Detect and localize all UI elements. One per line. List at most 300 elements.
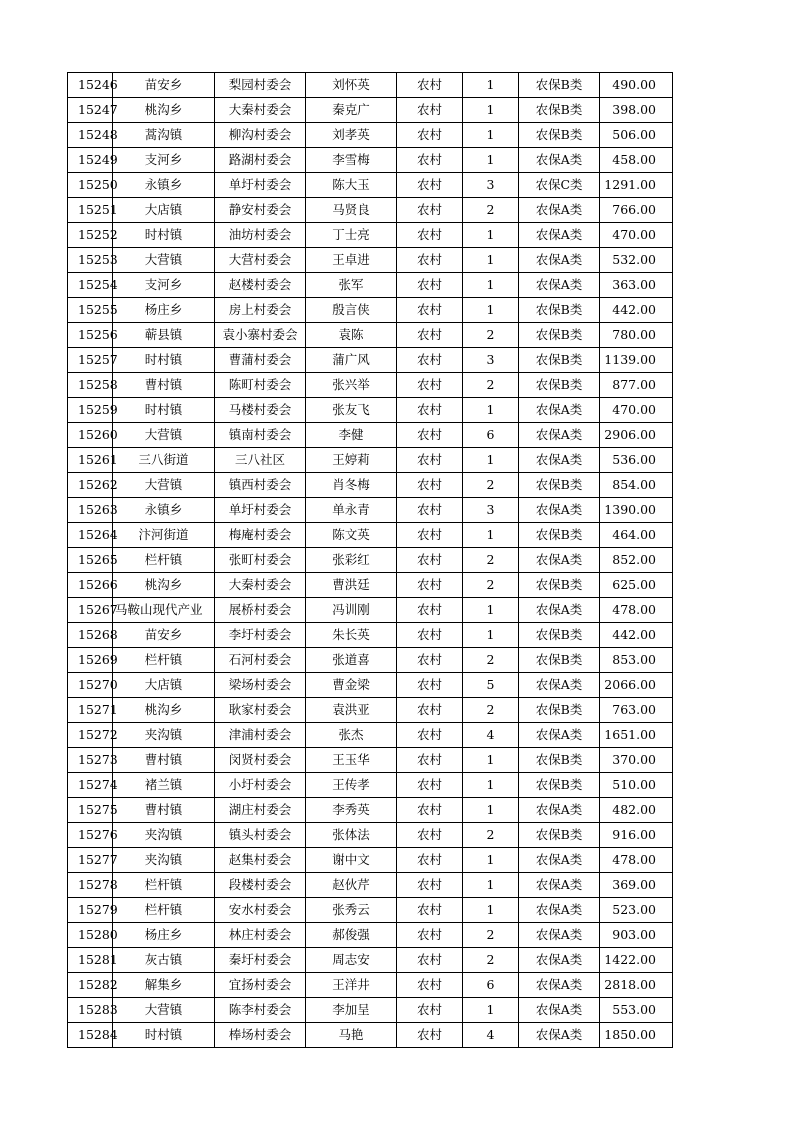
name-cell: 王传孝: [306, 773, 397, 798]
area-type-cell: 农村: [397, 673, 463, 698]
table-row: [68, 648, 673, 673]
area-type-cell: 农村: [397, 248, 463, 273]
household-count-cell: 2: [463, 323, 519, 348]
village-committee-cell: 镇头村委会: [215, 823, 306, 848]
amount-cell: 763.00: [600, 698, 673, 723]
village-committee-cell: 赵楼村委会: [215, 273, 306, 298]
village-committee-cell: 张町村委会: [215, 548, 306, 573]
insurance-class-cell: 农保B类: [519, 98, 600, 123]
area-type-cell: 农村: [397, 873, 463, 898]
town-cell: 马鞍山现代产业: [113, 598, 215, 623]
area-type-cell: 农村: [397, 923, 463, 948]
household-count-cell: 1: [463, 223, 519, 248]
town-cell: 大营镇: [113, 473, 215, 498]
household-count-cell: 1: [463, 623, 519, 648]
record-id-cell: 15281: [68, 948, 113, 973]
town-cell: 时村镇: [113, 348, 215, 373]
record-id-cell: 15263: [68, 498, 113, 523]
area-type-cell: 农村: [397, 73, 463, 98]
household-count-cell: 1: [463, 98, 519, 123]
table-row: [68, 373, 673, 398]
village-committee-cell: 小圩村委会: [215, 773, 306, 798]
name-cell: 马艳: [306, 1023, 397, 1048]
village-committee-cell: 梅庵村委会: [215, 523, 306, 548]
amount-cell: 916.00: [600, 823, 673, 848]
table-row: [68, 773, 673, 798]
village-committee-cell: 陈町村委会: [215, 373, 306, 398]
town-cell: 桃沟乡: [113, 698, 215, 723]
table-row: [68, 498, 673, 523]
household-count-cell: 2: [463, 948, 519, 973]
table-row: [68, 948, 673, 973]
insurance-class-cell: 农保B类: [519, 348, 600, 373]
town-cell: 栏杆镇: [113, 648, 215, 673]
household-count-cell: 3: [463, 348, 519, 373]
area-type-cell: 农村: [397, 98, 463, 123]
name-cell: 袁陈: [306, 323, 397, 348]
record-id-cell: 15261: [68, 448, 113, 473]
town-cell: 桃沟乡: [113, 573, 215, 598]
name-cell: 曹金梁: [306, 673, 397, 698]
area-type-cell: 农村: [397, 173, 463, 198]
village-committee-cell: 耿家村委会: [215, 698, 306, 723]
table-row: [68, 748, 673, 773]
area-type-cell: 农村: [397, 348, 463, 373]
town-cell: 支河乡: [113, 148, 215, 173]
household-count-cell: 2: [463, 198, 519, 223]
village-committee-cell: 袁小寨村委会: [215, 323, 306, 348]
amount-cell: 903.00: [600, 923, 673, 948]
name-cell: 李健: [306, 423, 397, 448]
area-type-cell: 农村: [397, 148, 463, 173]
household-count-cell: 2: [463, 823, 519, 848]
insurance-class-cell: 农保C类: [519, 173, 600, 198]
insurance-class-cell: 农保A类: [519, 873, 600, 898]
record-id-cell: 15266: [68, 573, 113, 598]
insurance-class-cell: 农保A类: [519, 798, 600, 823]
record-id-cell: 15274: [68, 773, 113, 798]
amount-cell: 852.00: [600, 548, 673, 573]
table-row: [68, 148, 673, 173]
household-count-cell: 1: [463, 523, 519, 548]
record-id-cell: 15280: [68, 923, 113, 948]
insurance-class-cell: 农保B类: [519, 298, 600, 323]
name-cell: 刘怀英: [306, 73, 397, 98]
insurance-class-cell: 农保A类: [519, 998, 600, 1023]
area-type-cell: 农村: [397, 398, 463, 423]
town-cell: 大店镇: [113, 673, 215, 698]
amount-cell: 1651.00: [600, 723, 673, 748]
town-cell: 时村镇: [113, 1023, 215, 1048]
record-id-cell: 15246: [68, 73, 113, 98]
insurance-class-cell: 农保B类: [519, 523, 600, 548]
table-row: [68, 448, 673, 473]
record-id-cell: 15270: [68, 673, 113, 698]
insurance-class-cell: 农保A类: [519, 973, 600, 998]
insurance-class-cell: 农保A类: [519, 248, 600, 273]
village-committee-cell: 林庄村委会: [215, 923, 306, 948]
amount-cell: 523.00: [600, 898, 673, 923]
table-row: [68, 98, 673, 123]
table-row: [68, 298, 673, 323]
amount-cell: 442.00: [600, 298, 673, 323]
record-id-cell: 15277: [68, 848, 113, 873]
name-cell: 张体法: [306, 823, 397, 848]
table-row: [68, 973, 673, 998]
name-cell: 秦克广: [306, 98, 397, 123]
household-count-cell: 2: [463, 473, 519, 498]
area-type-cell: 农村: [397, 373, 463, 398]
household-count-cell: 4: [463, 723, 519, 748]
amount-cell: 553.00: [600, 998, 673, 1023]
amount-cell: 877.00: [600, 373, 673, 398]
name-cell: 张兴举: [306, 373, 397, 398]
area-type-cell: 农村: [397, 1023, 463, 1048]
table-row: [68, 723, 673, 748]
table-row: [68, 323, 673, 348]
village-committee-cell: 津浦村委会: [215, 723, 306, 748]
village-committee-cell: 单圩村委会: [215, 173, 306, 198]
amount-cell: 470.00: [600, 223, 673, 248]
area-type-cell: 农村: [397, 223, 463, 248]
insurance-class-cell: 农保B类: [519, 648, 600, 673]
table-row: [68, 123, 673, 148]
village-committee-cell: 静安村委会: [215, 198, 306, 223]
amount-cell: 482.00: [600, 798, 673, 823]
town-cell: 灰古镇: [113, 948, 215, 973]
table-row: [68, 398, 673, 423]
area-type-cell: 农村: [397, 948, 463, 973]
area-type-cell: 农村: [397, 573, 463, 598]
name-cell: 蒲广风: [306, 348, 397, 373]
town-cell: 曹村镇: [113, 798, 215, 823]
household-count-cell: 2: [463, 923, 519, 948]
area-type-cell: 农村: [397, 473, 463, 498]
table-row: [68, 248, 673, 273]
record-id-cell: 15254: [68, 273, 113, 298]
village-committee-cell: 马楼村委会: [215, 398, 306, 423]
amount-cell: 536.00: [600, 448, 673, 473]
name-cell: 赵伙芹: [306, 873, 397, 898]
amount-cell: 766.00: [600, 198, 673, 223]
insurance-class-cell: 农保A类: [519, 673, 600, 698]
record-id-cell: 15276: [68, 823, 113, 848]
table-row: [68, 198, 673, 223]
record-id-cell: 15251: [68, 198, 113, 223]
insurance-class-cell: 农保B类: [519, 623, 600, 648]
insurance-class-cell: 农保A类: [519, 948, 600, 973]
household-count-cell: 1: [463, 848, 519, 873]
name-cell: 李加呈: [306, 998, 397, 1023]
record-id-cell: 15265: [68, 548, 113, 573]
insurance-class-cell: 农保B类: [519, 748, 600, 773]
town-cell: 永镇乡: [113, 173, 215, 198]
amount-cell: 1390.00: [600, 498, 673, 523]
town-cell: 永镇乡: [113, 498, 215, 523]
record-id-cell: 15250: [68, 173, 113, 198]
record-id-cell: 15278: [68, 873, 113, 898]
household-count-cell: 2: [463, 648, 519, 673]
household-count-cell: 6: [463, 423, 519, 448]
insurance-class-cell: 农保A类: [519, 848, 600, 873]
area-type-cell: 农村: [397, 748, 463, 773]
town-cell: 汴河街道: [113, 523, 215, 548]
name-cell: 李秀英: [306, 798, 397, 823]
village-committee-cell: 梨园村委会: [215, 73, 306, 98]
name-cell: 曹洪廷: [306, 573, 397, 598]
area-type-cell: 农村: [397, 998, 463, 1023]
area-type-cell: 农村: [397, 323, 463, 348]
village-committee-cell: 油坊村委会: [215, 223, 306, 248]
record-id-cell: 15260: [68, 423, 113, 448]
record-id-cell: 15259: [68, 398, 113, 423]
name-cell: 郝俊强: [306, 923, 397, 948]
name-cell: 张友飞: [306, 398, 397, 423]
village-committee-cell: 展桥村委会: [215, 598, 306, 623]
household-count-cell: 3: [463, 498, 519, 523]
table-row: [68, 223, 673, 248]
village-committee-cell: 宜扬村委会: [215, 973, 306, 998]
amount-cell: 442.00: [600, 623, 673, 648]
area-type-cell: 农村: [397, 123, 463, 148]
area-type-cell: 农村: [397, 623, 463, 648]
table-row: [68, 548, 673, 573]
area-type-cell: 农村: [397, 448, 463, 473]
table-row: [68, 798, 673, 823]
village-committee-cell: 梁场村委会: [215, 673, 306, 698]
table-row: [68, 673, 673, 698]
table-row: [68, 898, 673, 923]
insurance-class-cell: 农保A类: [519, 273, 600, 298]
town-cell: 时村镇: [113, 398, 215, 423]
area-type-cell: 农村: [397, 798, 463, 823]
village-committee-cell: 石河村委会: [215, 648, 306, 673]
area-type-cell: 农村: [397, 973, 463, 998]
area-type-cell: 农村: [397, 273, 463, 298]
area-type-cell: 农村: [397, 198, 463, 223]
town-cell: 栏杆镇: [113, 898, 215, 923]
village-committee-cell: 路湖村委会: [215, 148, 306, 173]
village-committee-cell: 赵集村委会: [215, 848, 306, 873]
insurance-class-cell: 农保B类: [519, 698, 600, 723]
amount-cell: 398.00: [600, 98, 673, 123]
name-cell: 朱长英: [306, 623, 397, 648]
town-cell: 苗安乡: [113, 73, 215, 98]
area-type-cell: 农村: [397, 898, 463, 923]
village-committee-cell: 大营村委会: [215, 248, 306, 273]
village-committee-cell: 曹蒲村委会: [215, 348, 306, 373]
amount-cell: 1422.00: [600, 948, 673, 973]
table-row: [68, 73, 673, 98]
table-row: [68, 173, 673, 198]
village-committee-cell: 陈李村委会: [215, 998, 306, 1023]
amount-cell: 490.00: [600, 73, 673, 98]
household-count-cell: 1: [463, 898, 519, 923]
name-cell: 王卓进: [306, 248, 397, 273]
amount-cell: 854.00: [600, 473, 673, 498]
record-id-cell: 15252: [68, 223, 113, 248]
town-cell: 曹村镇: [113, 748, 215, 773]
area-type-cell: 农村: [397, 598, 463, 623]
amount-cell: 370.00: [600, 748, 673, 773]
amount-cell: 478.00: [600, 598, 673, 623]
name-cell: 张杰: [306, 723, 397, 748]
town-cell: 栏杆镇: [113, 873, 215, 898]
town-cell: 夹沟镇: [113, 823, 215, 848]
town-cell: 夹沟镇: [113, 723, 215, 748]
insurance-class-cell: 农保A类: [519, 498, 600, 523]
record-id-cell: 15273: [68, 748, 113, 773]
village-committee-cell: 大秦村委会: [215, 98, 306, 123]
name-cell: 单永青: [306, 498, 397, 523]
amount-cell: 506.00: [600, 123, 673, 148]
household-count-cell: 1: [463, 873, 519, 898]
household-count-cell: 1: [463, 773, 519, 798]
village-committee-cell: 柳沟村委会: [215, 123, 306, 148]
amount-cell: 625.00: [600, 573, 673, 598]
insurance-class-cell: 农保A类: [519, 148, 600, 173]
household-count-cell: 1: [463, 598, 519, 623]
insurance-class-cell: 农保A类: [519, 548, 600, 573]
insurance-class-cell: 农保A类: [519, 723, 600, 748]
name-cell: 张军: [306, 273, 397, 298]
town-cell: 大店镇: [113, 198, 215, 223]
name-cell: 殷言侠: [306, 298, 397, 323]
insurance-class-cell: 农保A类: [519, 223, 600, 248]
record-id-cell: 15258: [68, 373, 113, 398]
area-type-cell: 农村: [397, 698, 463, 723]
area-type-cell: 农村: [397, 773, 463, 798]
record-id-cell: 15267: [68, 598, 113, 623]
area-type-cell: 农村: [397, 823, 463, 848]
record-id-cell: 15262: [68, 473, 113, 498]
household-count-cell: 1: [463, 123, 519, 148]
village-committee-cell: 三八社区: [215, 448, 306, 473]
amount-cell: 464.00: [600, 523, 673, 548]
record-id-cell: 15255: [68, 298, 113, 323]
village-committee-cell: 闵贤村委会: [215, 748, 306, 773]
insurance-class-cell: 农保A类: [519, 448, 600, 473]
name-cell: 张秀云: [306, 898, 397, 923]
village-committee-cell: 房上村委会: [215, 298, 306, 323]
record-id-cell: 15269: [68, 648, 113, 673]
household-count-cell: 2: [463, 373, 519, 398]
insurance-class-cell: 农保B类: [519, 473, 600, 498]
town-cell: 大营镇: [113, 423, 215, 448]
town-cell: 大营镇: [113, 998, 215, 1023]
table-row: [68, 1023, 673, 1048]
insurance-class-cell: 农保B类: [519, 323, 600, 348]
village-committee-cell: 棒场村委会: [215, 1023, 306, 1048]
table-row: [68, 473, 673, 498]
village-committee-cell: 镇西村委会: [215, 473, 306, 498]
table-row: [68, 623, 673, 648]
area-type-cell: 农村: [397, 523, 463, 548]
household-count-cell: 1: [463, 298, 519, 323]
area-type-cell: 农村: [397, 548, 463, 573]
amount-cell: 458.00: [600, 148, 673, 173]
amount-cell: 1850.00: [600, 1023, 673, 1048]
village-committee-cell: 李圩村委会: [215, 623, 306, 648]
table-row: [68, 598, 673, 623]
name-cell: 刘孝英: [306, 123, 397, 148]
table-row: [68, 523, 673, 548]
town-cell: 大营镇: [113, 248, 215, 273]
insurance-class-cell: 农保B类: [519, 373, 600, 398]
record-id-cell: 15256: [68, 323, 113, 348]
household-count-cell: 1: [463, 73, 519, 98]
amount-cell: 853.00: [600, 648, 673, 673]
name-cell: 王婷莉: [306, 448, 397, 473]
village-committee-cell: 段楼村委会: [215, 873, 306, 898]
amount-cell: 369.00: [600, 873, 673, 898]
record-id-cell: 15275: [68, 798, 113, 823]
record-id-cell: 15249: [68, 148, 113, 173]
record-id-cell: 15253: [68, 248, 113, 273]
household-count-cell: 6: [463, 973, 519, 998]
town-cell: 三八街道: [113, 448, 215, 473]
household-count-cell: 1: [463, 748, 519, 773]
name-cell: 王洋井: [306, 973, 397, 998]
village-committee-cell: 镇南村委会: [215, 423, 306, 448]
town-cell: 蕲县镇: [113, 323, 215, 348]
records-table: [67, 72, 673, 1048]
record-id-cell: 15282: [68, 973, 113, 998]
village-committee-cell: 秦圩村委会: [215, 948, 306, 973]
amount-cell: 470.00: [600, 398, 673, 423]
household-count-cell: 1: [463, 248, 519, 273]
town-cell: 支河乡: [113, 273, 215, 298]
amount-cell: 780.00: [600, 323, 673, 348]
amount-cell: 478.00: [600, 848, 673, 873]
name-cell: 陈文英: [306, 523, 397, 548]
name-cell: 李雪梅: [306, 148, 397, 173]
insurance-class-cell: 农保A类: [519, 598, 600, 623]
name-cell: 周志安: [306, 948, 397, 973]
household-count-cell: 1: [463, 273, 519, 298]
record-id-cell: 15284: [68, 1023, 113, 1048]
name-cell: 谢中文: [306, 848, 397, 873]
name-cell: 袁洪亚: [306, 698, 397, 723]
insurance-class-cell: 农保A类: [519, 898, 600, 923]
insurance-class-cell: 农保A类: [519, 198, 600, 223]
town-cell: 栏杆镇: [113, 548, 215, 573]
record-id-cell: 15279: [68, 898, 113, 923]
household-count-cell: 4: [463, 1023, 519, 1048]
record-id-cell: 15272: [68, 723, 113, 748]
amount-cell: 363.00: [600, 273, 673, 298]
insurance-class-cell: 农保A类: [519, 423, 600, 448]
household-count-cell: 2: [463, 698, 519, 723]
name-cell: 马贤良: [306, 198, 397, 223]
town-cell: 曹村镇: [113, 373, 215, 398]
household-count-cell: 1: [463, 998, 519, 1023]
name-cell: 陈大玉: [306, 173, 397, 198]
insurance-class-cell: 农保B类: [519, 573, 600, 598]
table-row: [68, 848, 673, 873]
household-count-cell: 5: [463, 673, 519, 698]
household-count-cell: 1: [463, 798, 519, 823]
name-cell: 丁士亮: [306, 223, 397, 248]
household-count-cell: 3: [463, 173, 519, 198]
table-row: [68, 573, 673, 598]
table-row: [68, 348, 673, 373]
table-row: [68, 998, 673, 1023]
insurance-class-cell: 农保B类: [519, 823, 600, 848]
town-cell: 杨庄乡: [113, 298, 215, 323]
town-cell: 苗安乡: [113, 623, 215, 648]
insurance-class-cell: 农保A类: [519, 923, 600, 948]
